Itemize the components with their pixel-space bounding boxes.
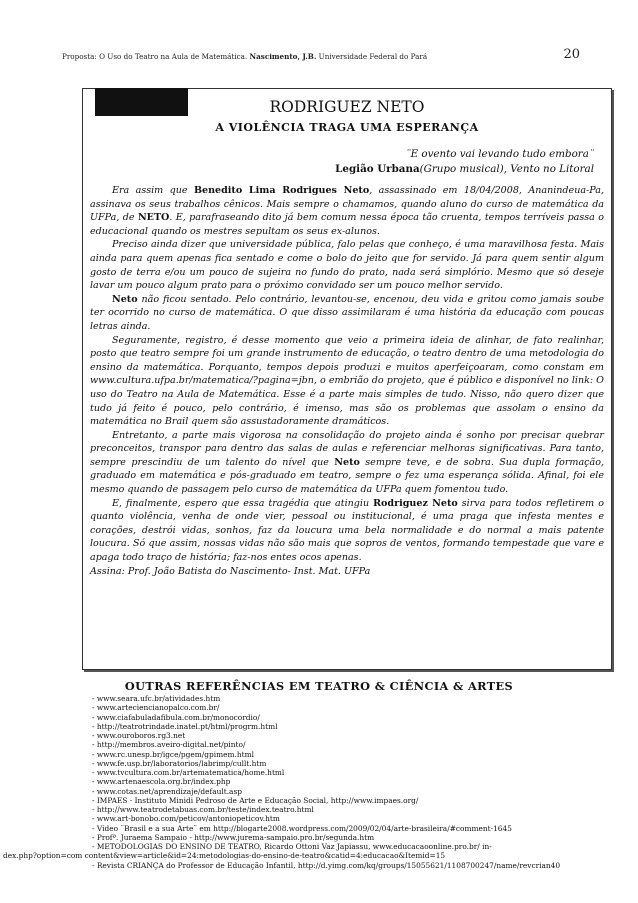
reference-item: - Profª. Juraema Sampaio - http://www.jurema-sampaio.pro.br/segunda.htm — [92, 832, 375, 842]
reference-item: - IMPAES - Instituto Minidi Pedroso de Arte e Educação Social, http://www.impaes.org/ — [92, 795, 419, 805]
name-highlight: Neto — [112, 293, 138, 305]
paragraph-6: E, finalmente, espero que essa tragédia que atingiu Rodriguez Neto sirva para todos refletirem o quanto violência, venha de onde vier, pessoal ou institucional, é uma praga que infesta mentes e corações, destrói vidas, sonhos, faz da loucura uma bela normalidade e do normal a mais patente loucura. Só que assim, nossas vidas não são mais que sopros de ventos, formando tempestade que vare e apaga todo traço de história; faz-nos entes ocos apenas. — [90, 497, 604, 564]
reference-item: - http://membros.aveiro-digital.net/pinto/ — [92, 740, 246, 750]
header-author: Nascimento, J.B. — [249, 52, 317, 61]
epigraph-source: (Grupo musical), Vento no Litoral — [419, 163, 594, 175]
reference-item: - http://teatrotrindade.inatel.pt/html/progrm.html — [92, 721, 278, 731]
box-body — [90, 184, 604, 578]
paragraph-5: Entretanto, a parte mais vigorosa na consolidação do projeto ainda é sonho por precisar quebrar preconceitos, transpor para dentro das salas de aulas e referenciar melhoras significativas. Para tanto, sempre prescindiu de um talento do nível que Neto sempre teve, e de sobra. Sua dupla formação, graduado em matemática e pós-graduado em teatro, sempre o fez uma esperança sólida. Afinal, foi ele mesmo quando de passagem pelo curso de matemática da UFPa quem fomentou tudo. — [90, 429, 604, 496]
header-institution: Universidade Federal do Pará — [318, 52, 428, 61]
reference-item: - www.seara.ufc.br/atividades.htm — [92, 694, 221, 703]
reference-item: - www.ouroboros.rg3.net — [92, 731, 186, 740]
epigraph-quote: ¨E ovento vai levando tudo embora¨ — [405, 148, 594, 160]
paragraph-2: Preciso ainda dizer que universidade pública, falo pelas que conheço, é uma maravilhosa festa. Mais ainda para quem apenas fica sentado e come o bolo do jeito que for servido. Já para quem sentir algum gosto de terra e/ou um pouco de sujeira no fundo do prato, nada será simplório. Mesmo que só deseje lavar um pouco algum prato para o próximo convidado ser um pouco melhor servido. — [90, 239, 604, 292]
name-highlight: Neto — [334, 456, 360, 468]
references-title: OUTRAS REFERÊNCIAS EM TEATRO & CIÊNCIA & ARTES — [124, 679, 514, 693]
reference-item: - www.arteciencianopalco.com.br/ — [92, 703, 220, 713]
paragraph-3: Neto não ficou sentado. Pelo contrário, levantou-se, encenou, deu vida e gritou como jamais soube ter ocorrido no curso de matemática. O que disso assimilaram é uma história da educação com poucas letras ainda. — [90, 293, 604, 332]
reference-item: - www.tvcultura.com.br/artematematica/home.html — [92, 768, 285, 777]
page-number: 20 — [563, 47, 580, 62]
name-highlight: NETO — [137, 212, 170, 224]
reference-item: - Vídeo ¨Brasil e a sua Arte¨ em http://blogarte2008.wordpress.com/2009/02/04/arte-brasileira/#comment-1645 — [92, 823, 512, 833]
reference-item: - www.rc.unesp.br/igce/pgem/gpimem.html — [92, 749, 254, 759]
reference-item: - Revista CRIANÇA do Professor de Educação Infantil, http://d.yimg.com/kq/groups/15055621/1108700247/name/revcrian40 — [92, 860, 561, 870]
reference-item: - www.cotas.net/aprendizaje/default.asp — [92, 786, 242, 796]
reference-item-continuation: dex.php?option=com content&view=article&id=24:metodologias-do-ensino-de-teatro&catid=4:educacao&Itemid=15 — [3, 851, 446, 861]
reference-item: - METODOLOGIAS DO ENSINO DE TEATRO, Ricardo Ottoni Vaz Japiassu, www.educacaoonline.pro.br/ in- — [92, 842, 492, 851]
paragraph-1: Era assim que Benedito Lima Rodrigues Neto, assassinado em 18/04/2008, Ananindeua-Pa, assinava os seus trabalhos cênicos. Mais sempre o chamamos, quando aluno do curso de matemática da UFPa, de NETO. E, parafraseando dito já bem comum nessa época tão cruenta, tempos terríveis passa o educacional quando os mestres sepultam os seus ex-alunos. — [90, 185, 605, 237]
reference-item: - www.art-bonobo.com/peticov/antoniopeticov.htm — [92, 814, 280, 824]
paragraph-4: Seguramente, registro, é desse momento que veio a primeira ideia de alinhar, de fato realinhar, posto que teatro sempre foi um grande instrumento de educação, o teatro dentro de uma metodologia do ensino da matemática. Porquanto, tempos depois produzi e muitos aperfeiçoaram, como constam em www.cultura.ufpa.br/matematica/?pagina=jbn, o embrião do projeto, que é público e disponível no link: O uso do Teatro na Aula de Matemática. Esse é a parte mais simples de tudo. Nisso, não quero dizer que tudo já feito é pouco, pelo contrário, é imenso, mas são os problemas que assolam o ensino da matemática no Brail quem são assustadoramente dramáticos. — [90, 334, 604, 428]
reference-item: - www.ciafabuladafibula.com.br/monocordio/ — [92, 712, 260, 722]
box-subtitle: A VIOLÊNCIA TRAGA UMA ESPERANÇA — [215, 121, 479, 134]
header-prefix: Proposta: O Uso do Teatro na Aula de Matemática. — [62, 52, 248, 61]
reference-item: - www.fe.usp.br/laboratorios/labrimp/cullt.htm — [92, 758, 267, 768]
references-list — [0, 694, 638, 870]
box-tab-decoration — [95, 88, 188, 116]
running-header — [62, 47, 580, 62]
tribute-box — [82, 88, 612, 670]
name-highlight: Rodriguez Neto — [373, 497, 458, 509]
epigraph — [335, 147, 594, 177]
reference-item: - www.artenaescola.org.br/index.php — [92, 777, 231, 787]
box-title: RODRIGUEZ NETO — [269, 98, 425, 116]
signature: Assina: Prof. João Batista do Nascimento- Inst. Mat. UFPa — [90, 565, 371, 577]
name-highlight: Benedito Lima Rodrigues Neto — [193, 185, 370, 196]
reference-item: - http://www.teatrodetabuas.com.br/teste/index.teatro.html — [92, 805, 314, 814]
epigraph-author: Legião Urbana — [335, 163, 420, 175]
